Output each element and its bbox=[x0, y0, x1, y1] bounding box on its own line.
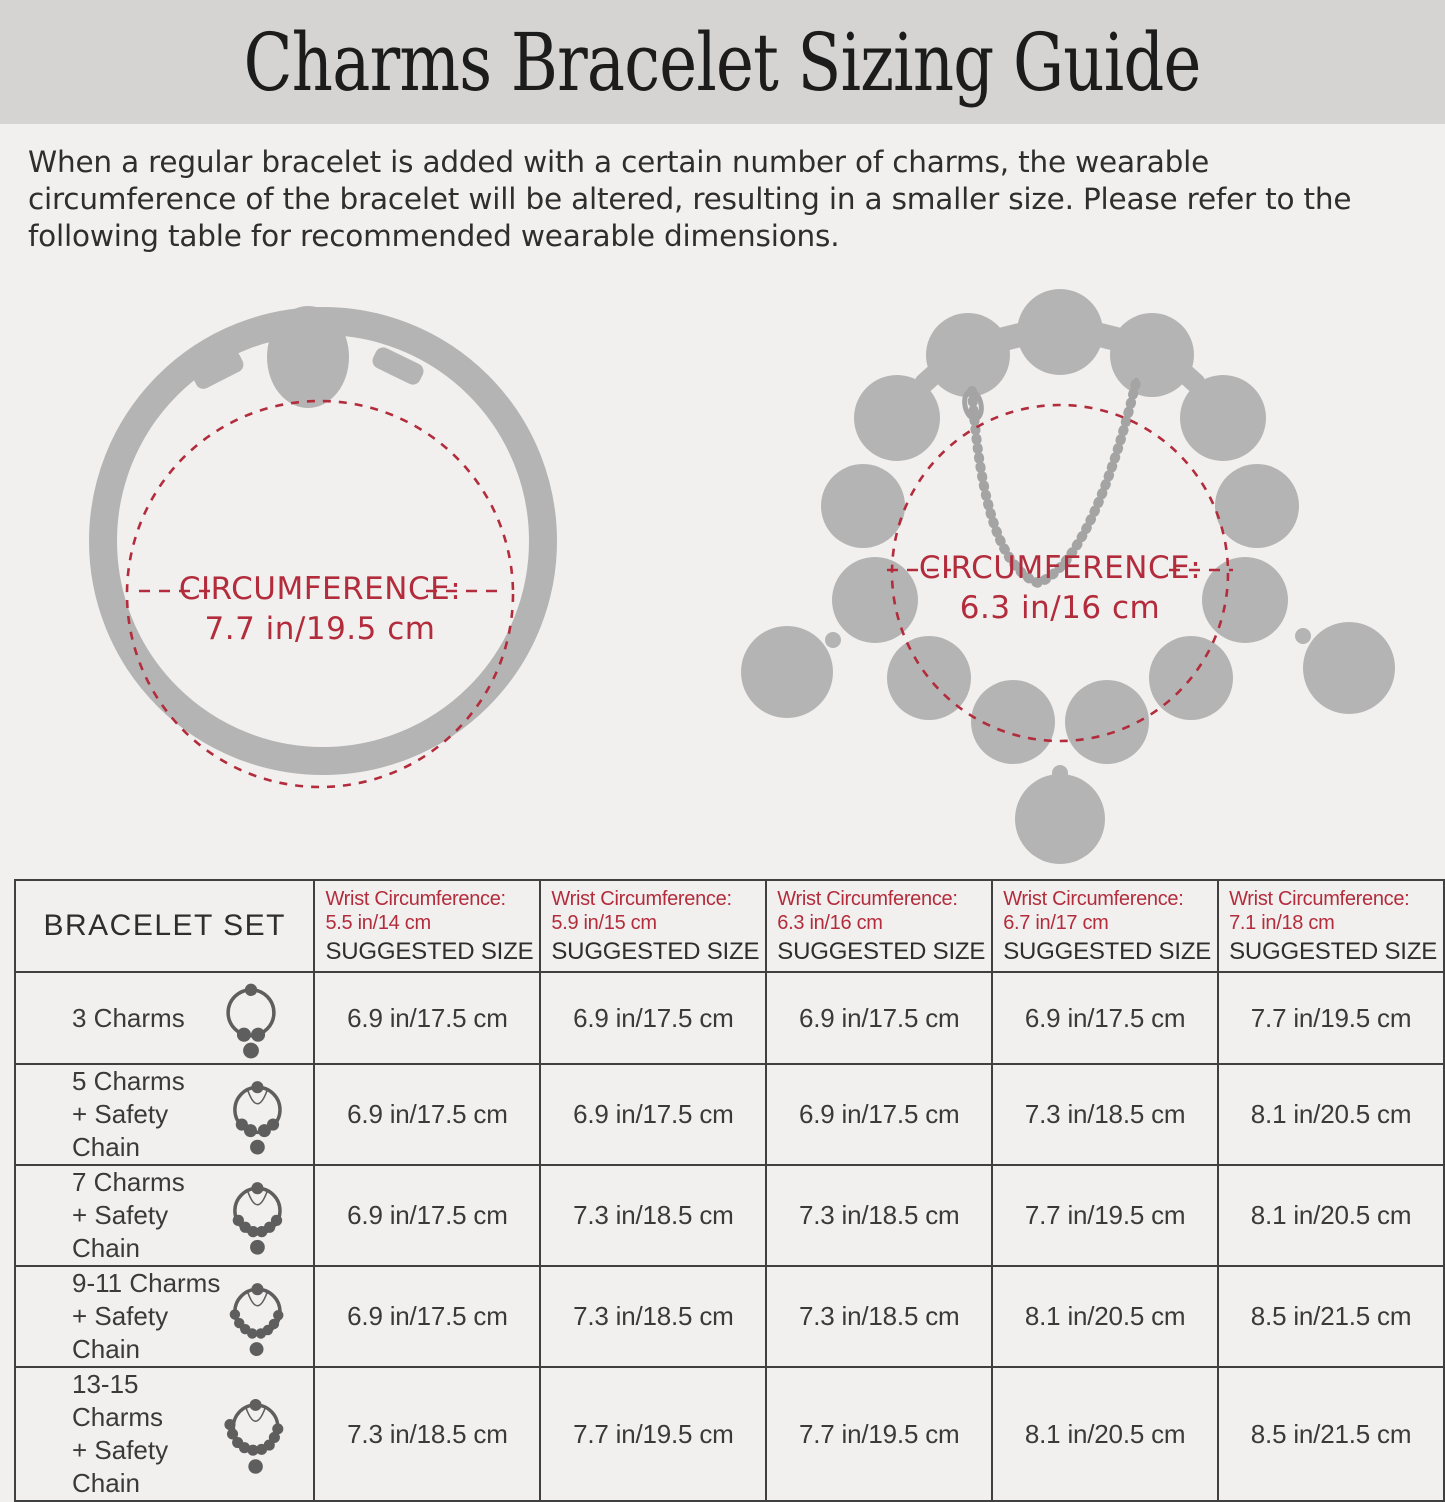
bracelet-3-charms-icon bbox=[209, 974, 293, 1062]
bracelet-5-charms-safety-chain-icon bbox=[221, 1071, 294, 1159]
suggested-size-cell: 7.3 in/18.5 cm bbox=[766, 1266, 992, 1367]
bracelet-9-11-charms-safety-chain-icon bbox=[221, 1273, 294, 1361]
suggested-size-cell: 8.1 in/20.5 cm bbox=[1218, 1165, 1444, 1266]
suggested-size-cell: 7.3 in/18.5 cm bbox=[540, 1266, 766, 1367]
page-title: Charms Bracelet Sizing Guide bbox=[243, 15, 1201, 109]
suggested-size-cell: 8.5 in/21.5 cm bbox=[1218, 1266, 1444, 1367]
dangling-charm-icon bbox=[1015, 774, 1105, 864]
bracelet-set-cell: 9-11 Charms + Safety Chain bbox=[15, 1266, 314, 1367]
dangling-charm-icon bbox=[1303, 622, 1395, 714]
suggested-size-cell: 6.9 in/17.5 cm bbox=[314, 1064, 540, 1165]
suggested-size-cell: 8.1 in/20.5 cm bbox=[1218, 1064, 1444, 1165]
dangling-charm-icon bbox=[741, 626, 833, 718]
suggested-size-cell: 7.3 in/18.5 cm bbox=[992, 1064, 1218, 1165]
suggested-size-cell: 6.9 in/17.5 cm bbox=[314, 1165, 540, 1266]
suggested-size-cell: 8.1 in/20.5 cm bbox=[992, 1367, 1218, 1501]
suggested-size-cell: 6.9 in/17.5 cm bbox=[314, 1266, 540, 1367]
suggested-size-cell: 7.3 in/18.5 cm bbox=[540, 1165, 766, 1266]
bracelet-set-cell: 3 Charms bbox=[15, 972, 314, 1064]
plain-bracelet-circumference-label: CIRCUMFERENCE: bbox=[178, 571, 462, 607]
suggested-size-cell: 7.7 in/19.5 cm bbox=[766, 1367, 992, 1501]
charm-bracelet-circumference-label: CIRCUMFERENCE: bbox=[918, 550, 1202, 586]
bracelet-7-charms-safety-chain-icon bbox=[221, 1172, 294, 1260]
column-header-cell: Wrist Circumference: 5.9 in/15 cm SUGGESTED SIZE bbox=[540, 880, 766, 972]
plain-bracelet-figure bbox=[66, 281, 574, 797]
bracelet-set-cell: 13-15 Charms + Safety Chain bbox=[15, 1367, 314, 1501]
suggested-size-cell: 8.5 in/21.5 cm bbox=[1218, 1367, 1444, 1501]
suggested-size-cell: 7.7 in/19.5 cm bbox=[992, 1165, 1218, 1266]
suggested-size-cell: 6.9 in/17.5 cm bbox=[314, 972, 540, 1064]
table-row bbox=[15, 1266, 1444, 1367]
column-header-cell: Wrist Circumference: 6.3 in/16 cm SUGGESTED SIZE bbox=[766, 880, 992, 972]
bracelet-set-cell: 7 Charms + Safety Chain bbox=[15, 1165, 314, 1266]
table-row bbox=[15, 1064, 1444, 1165]
suggested-size-cell: 6.9 in/17.5 cm bbox=[766, 972, 992, 1064]
suggested-size-cell: 8.1 in/20.5 cm bbox=[992, 1266, 1218, 1367]
charm-bracelet-circumference-value: 6.3 in/16 cm bbox=[959, 590, 1161, 626]
charm-bracelet-figure bbox=[735, 273, 1403, 873]
figures-section bbox=[0, 255, 1445, 873]
table-row bbox=[15, 1367, 1444, 1501]
suggested-size-cell: 7.7 in/19.5 cm bbox=[1218, 972, 1444, 1064]
suggested-size-cell: 6.9 in/17.5 cm bbox=[540, 972, 766, 1064]
table-header-row bbox=[15, 880, 1444, 972]
column-header-cell: Wrist Circumference: 6.7 in/17 cm SUGGESTED SIZE bbox=[992, 880, 1218, 972]
bracelet-set-header-cell: BRACELET SET bbox=[15, 880, 314, 972]
suggested-size-cell: 7.7 in/19.5 cm bbox=[540, 1367, 766, 1501]
column-header-cell: Wrist Circumference: 7.1 in/18 cm SUGGESTED SIZE bbox=[1218, 880, 1444, 972]
bracelet-set-cell: 5 Charms + Safety Chain bbox=[15, 1064, 314, 1165]
suggested-size-cell: 7.3 in/18.5 cm bbox=[314, 1367, 540, 1501]
table-row bbox=[15, 972, 1444, 1064]
intro-text: When a regular bracelet is added with a certain number of charms, the wearable circumference of the bracelet will be altered, resulting in a smaller size. Please refer to the following table for recommended wearable dimensions. bbox=[28, 145, 1352, 253]
bracelet-13-15-charms-safety-chain-icon bbox=[218, 1388, 293, 1480]
suggested-size-cell: 6.9 in/17.5 cm bbox=[540, 1064, 766, 1165]
suggested-size-cell: 7.3 in/18.5 cm bbox=[766, 1165, 992, 1266]
column-header-cell: Wrist Circumference: 5.5 in/14 cm SUGGESTED SIZE bbox=[314, 880, 540, 972]
sizing-table bbox=[14, 879, 1445, 1502]
plain-bracelet-circumference-value: 7.7 in/19.5 cm bbox=[204, 611, 436, 647]
suggested-size-cell: 6.9 in/17.5 cm bbox=[766, 1064, 992, 1165]
table-row bbox=[15, 1165, 1444, 1266]
suggested-size-cell: 6.9 in/17.5 cm bbox=[992, 972, 1218, 1064]
title-banner bbox=[0, 0, 1445, 124]
bracelet-clasp-icon bbox=[267, 306, 349, 408]
